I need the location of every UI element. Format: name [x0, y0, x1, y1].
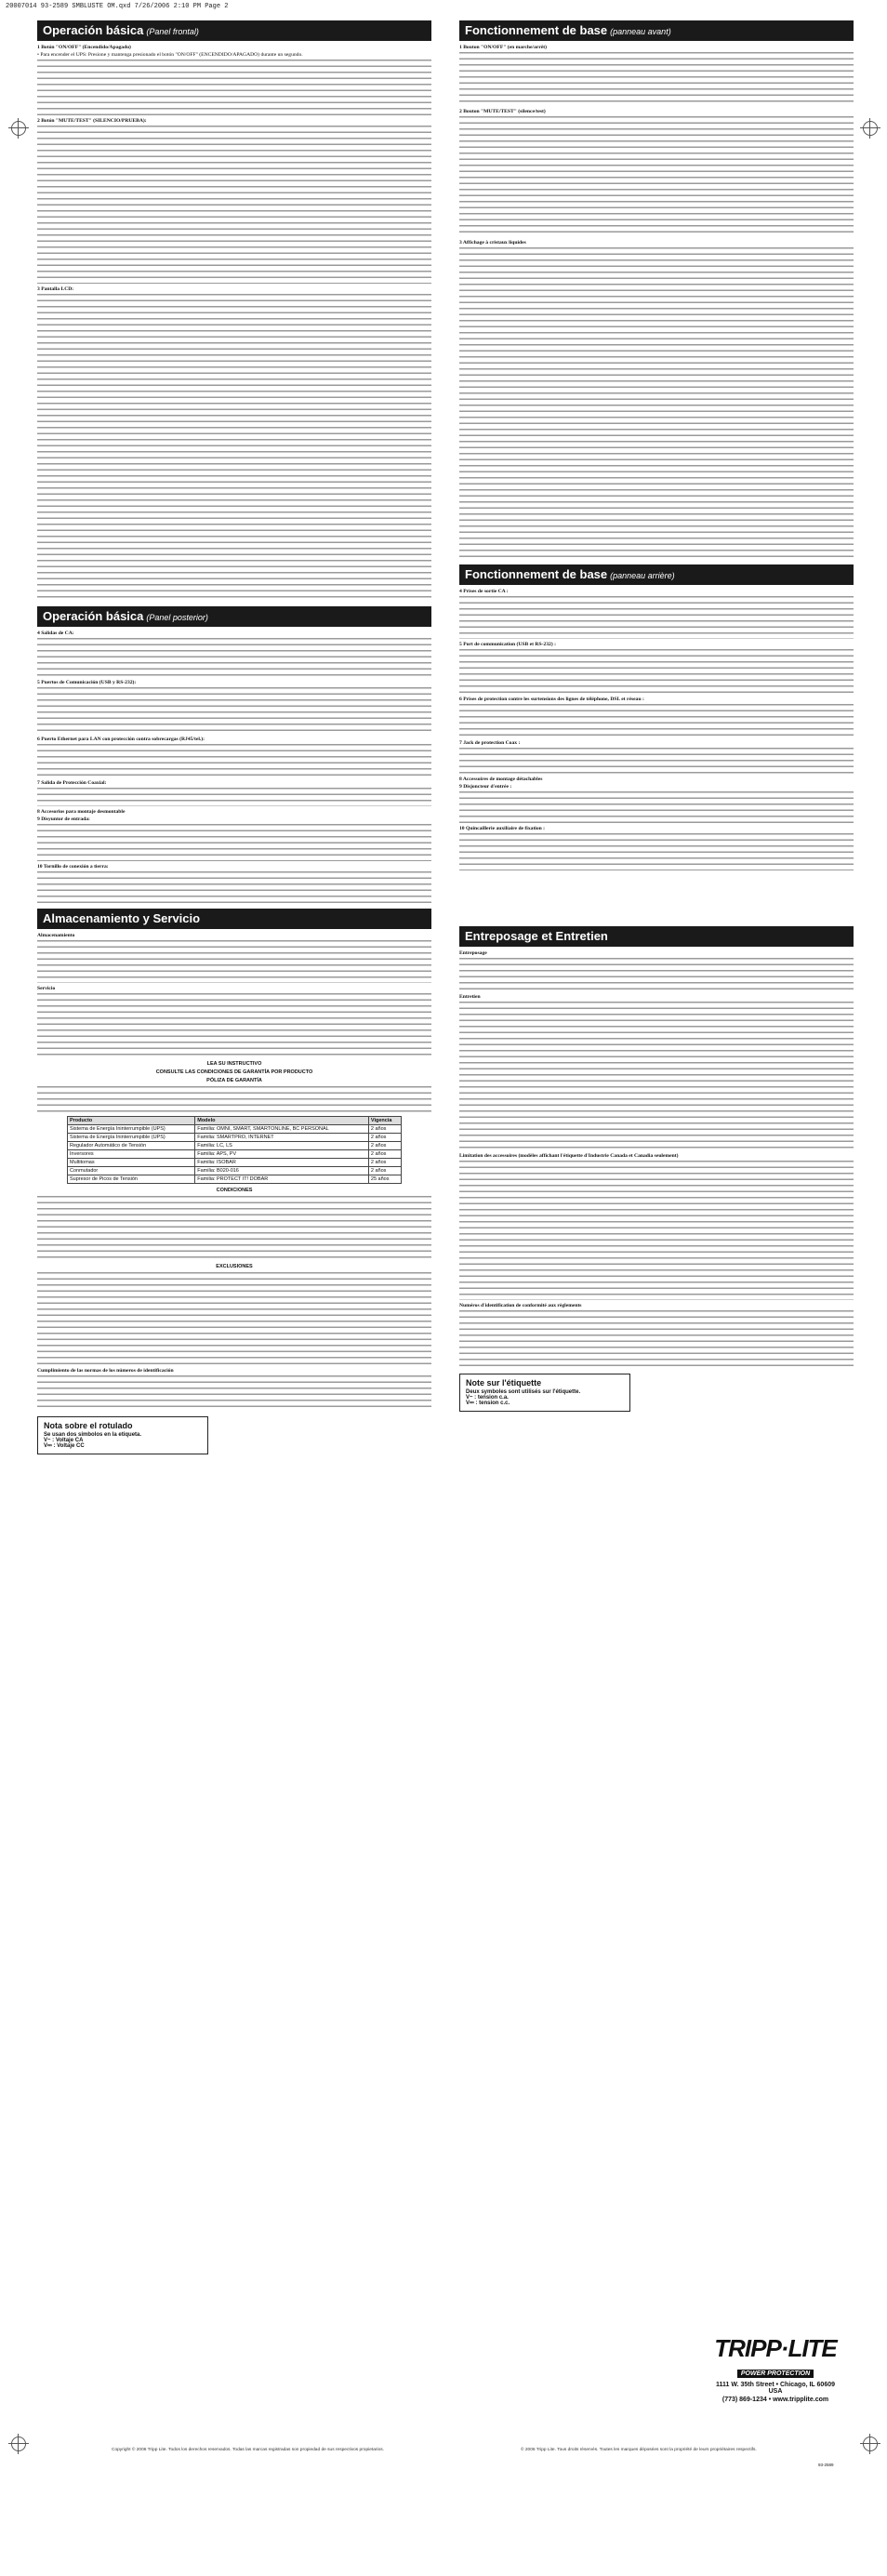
french-column: [459, 20, 854, 1412]
brand-address: 1111 W. 35th Street • Chicago, IL 60609 USA: [716, 2382, 835, 2395]
table-row: Supresor de Picos de Tensión Familia: PROTECT IT! DOBAR 25 años: [68, 1175, 402, 1184]
label-note-dc: V⎓ : Voltaje CC: [44, 1443, 85, 1449]
text-block: [459, 1002, 854, 1150]
compliance-heading: Cumplimiento de las normas de los números de identificación: [37, 1368, 174, 1374]
rear-item-7: 7 Jack de protection Coax :: [459, 740, 521, 746]
text-block: [37, 638, 431, 677]
section-title: Entreposage et Entretien: [465, 929, 608, 943]
section-bar: [37, 606, 431, 627]
subheading: Entreposage: [459, 950, 487, 956]
text-block: [37, 294, 431, 601]
text-block: [37, 60, 431, 115]
rear-item-6: 6 Prises de protection contre les surtensions des lignes de téléphone, DSL et réseau :: [459, 697, 644, 702]
text-block: [37, 993, 431, 1058]
rear-item-7: 7 Salida de Protección Coaxial:: [37, 780, 107, 786]
label-note-ac: V~ : Voltaje CA: [44, 1438, 84, 1443]
table-row: Conmutador Familia: B020-016 2 años: [68, 1167, 402, 1175]
section-title: Operación básica: [43, 609, 144, 623]
section-subtitle: (panneau avant): [610, 27, 671, 36]
text-block: [459, 52, 854, 106]
section-title: Fonctionnement de base: [465, 567, 608, 581]
text-block: [459, 833, 854, 870]
text-block: [459, 958, 854, 991]
text-block: [37, 1375, 431, 1409]
subheading: Almacenamiento: [37, 933, 75, 938]
label-note-dc: V⎓ : tension c.c.: [466, 1401, 510, 1406]
rear-item-9: 9 Disjoncteur d'entrée :: [459, 784, 512, 790]
text-block: [459, 116, 854, 237]
text-block: [37, 1196, 431, 1261]
table-header: Vigencia: [368, 1117, 401, 1125]
section-title: Almacenamiento y Servicio: [43, 911, 201, 925]
rear-item-8: 8 Accesorios para montaje desmontable: [37, 809, 126, 815]
warranty-subheading: CONSULTE LAS CONDICIONES DE GARANTÍA POR PRODUCTO: [155, 1069, 313, 1075]
rear-item-5: 5 Puertos de Comunicación (USB y RS-232):: [37, 680, 137, 685]
front-item-3: 3 Affichage à cristaux liquides: [459, 240, 526, 246]
front-item-2: 2 Bouton "MUTE/TEST" (silence/test): [459, 109, 546, 114]
tripp-lite-logo: TRIPP·LITE: [714, 2334, 837, 2362]
table-row: Regulador Automático de Tensión Familia: LC, LS 2 años: [68, 1142, 402, 1150]
text-block: [459, 596, 854, 639]
section-bar: [459, 564, 854, 585]
label-note-line: Se usan dos símbolos en la etiqueta.: [44, 1432, 142, 1438]
label-note-line: Deux symboles sont utilisés sur l'étiquette.: [466, 1389, 581, 1395]
text-block: [459, 247, 854, 559]
text-block: [37, 744, 431, 777]
label-note-ac: V~ : tension c.a.: [466, 1395, 509, 1401]
text-block: [459, 1310, 854, 1366]
label-note-box: [37, 1416, 208, 1454]
section-subtitle: (Panel frontal): [146, 27, 199, 36]
table-header: Producto: [68, 1117, 195, 1125]
rear-item-4: 4 Salidas de CA:: [37, 631, 74, 636]
front-item-1: 1 Bouton "ON/OFF" (en marche/arrêt): [459, 45, 548, 50]
section-bar: [459, 926, 854, 947]
text-block: [37, 1272, 431, 1365]
exclusions-heading: EXCLUSIONES: [216, 1264, 253, 1269]
section-bar: [37, 20, 431, 41]
registration-mark: [863, 2437, 878, 2451]
spanish-column: [37, 20, 431, 1454]
rear-item-10: 10 Quincaillerie auxiliaire de fixation :: [459, 826, 546, 831]
front-item-1: 1 Botón "ON/OFF" (Encendido/Apagado): [37, 45, 131, 50]
rear-item-6: 6 Puerto Ethernet para LAN con protección contra sobrecargas (RJ45/tel.):: [37, 737, 205, 742]
text-block: [459, 1161, 854, 1300]
rear-item-9: 9 Disyuntor de entrada:: [37, 817, 90, 822]
table-row: Multitomas Familia: ISOBAR 2 años: [68, 1159, 402, 1167]
section-bar: [37, 909, 431, 929]
text-block: [37, 126, 431, 284]
print-header: 20007014 93-2589 SMBLUSTE OM.qxd 7/26/2006 2:10 PM Page 2: [6, 3, 229, 10]
warranty-table: [67, 1116, 402, 1184]
section-subtitle: (Panel posterior): [146, 613, 208, 622]
rear-item-10: 10 Tornillo de conexión a tierra:: [37, 864, 109, 870]
footer-copyright-fr: © 2006 Tripp Lite. Tous droits réservés. Toutes les marques déposées sont la propriété de leurs propriétaires respectifs.: [521, 2448, 757, 2452]
front-item-3: 3 Pantalla LCD:: [37, 286, 74, 292]
text-block: [37, 1086, 431, 1112]
brand-phone: (773) 869-1234 • www.tripplite.com: [722, 2397, 829, 2403]
conditions-heading: CONDICIONES: [216, 1188, 253, 1193]
footer-copyright-es: Copyright © 2006 Tripp Lite. Todos los derechos reservados. Todas las marcas registradas son propiedad de sus respectivos propietarios.: [112, 2448, 384, 2452]
compliance-heading: Numéros d'identification de conformité aux règlements: [459, 1303, 582, 1308]
text-block: [459, 649, 854, 694]
table-header: Modelo: [195, 1117, 369, 1125]
label-note-title: Nota sobre el rotulado: [44, 1421, 133, 1430]
part-number: 93-2589: [818, 2463, 834, 2467]
text-block: [459, 704, 854, 737]
section-title: Fonctionnement de base: [465, 23, 608, 37]
registration-mark: [11, 2437, 26, 2451]
label-note-title: Note sur l'étiquette: [466, 1378, 542, 1388]
table-row: Sistema de Energía Ininterrumpible (UPS) Familia: OMNI, SMART, SMARTONLINE, BC PERSONAL 2 años: [68, 1125, 402, 1134]
subheading: Entretien: [459, 994, 481, 1000]
rear-item-4: 4 Prises de sortie CA :: [459, 589, 509, 594]
rear-item-5: 5 Port de communication (USB et RS-232) :: [459, 642, 556, 647]
text-block: [37, 871, 431, 903]
brand-tagline: POWER PROTECTION: [737, 2370, 814, 2378]
section-subtitle: (panneau arrière): [610, 571, 675, 580]
text-block: [37, 788, 431, 806]
rear-item-8: 8 Accessoires de montage détachables: [459, 777, 543, 782]
registration-mark: [11, 121, 26, 136]
front-item-1-text: • Para encender el UPS: Presione y mantenga presionado el botón "ON/OFF" (ENCENDIDO/APAGADO) durante un segundo.: [37, 52, 303, 58]
brand-block: [710, 2334, 841, 2403]
text-block: [459, 748, 854, 774]
limitation-heading: Limitation des accessoires (modèles affichant l'étiquette d'Industrie Canada et Canadia seulement): [459, 1153, 679, 1159]
policy-heading: PÓLIZA DE GARANTÍA: [206, 1078, 262, 1083]
subheading: Servicio: [37, 986, 56, 991]
text-block: [459, 791, 854, 823]
section-bar: [459, 20, 854, 41]
front-item-2: 2 Botón "MUTE/TEST" (SILENCIO/PRUEBA):: [37, 118, 147, 124]
text-block: [37, 824, 431, 861]
registration-mark: [863, 121, 878, 136]
text-block: [37, 687, 431, 734]
table-row: Sistema de Energía Ininterrumpible (UPS) Familia: SMARTPRO, INTERNET 2 años: [68, 1134, 402, 1142]
table-row: Inversores Familia: APS, PV 2 años: [68, 1150, 402, 1159]
text-block: [37, 940, 431, 983]
warranty-heading: LEA SU INSTRUCTIVO: [206, 1061, 262, 1067]
label-note-box: [459, 1374, 630, 1412]
section-title: Operación básica: [43, 23, 144, 37]
